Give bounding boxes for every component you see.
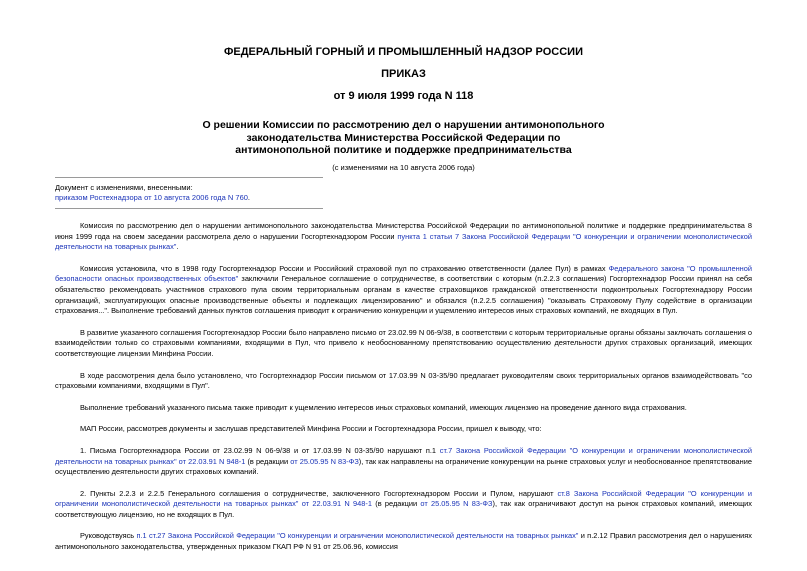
law-link[interactable]: ст.8 Закона Российской Федерации "О конкуренции и ограничении монополистической деятельности на товарных рынках" от 22.03.91 N 948-1 [55,488,752,509]
paragraph-6: МАП России, рассмотрев документы и заслушав представителей Минфина России и Госгортехнадзора России, пришел к выводу, что: [80,424,542,434]
amendment-link[interactable]: от 25.05.95 N 83-ФЗ [420,499,493,509]
text: ), так как ограничивают доступ на рынок страховых компаний, имеющих соответствующую лицензию, но не входящих в Пул. [55,499,752,519]
text: 1. Письма Госгортехнадзора России от 23.02.99 N 06-9/38 и от 17.03.99 N 03-35/90 нарушают п.1 [80,445,440,455]
document-date: от 9 июля 1999 года N 118 [333,90,474,102]
changes-link[interactable]: приказом Ростехнадзора от 10 августа 2006 года N 760 [55,193,248,202]
text: и п.2.12 Правил рассмотрения дел о нарушениях антимонопольного законодательства, утвержденных приказом ГКАП РФ N 91 от 25.06.96, комиссия [55,531,752,552]
paragraph-4: В ходе рассмотрения дела было установлено, что Госгортехнадзор России письмом от 17.03.99 N 03-35/90 предлагает руководителям своих территориальных органов взаимодействовать "со страховыми компаниями, входящими в Пул". [55,370,752,391]
document-type: ПРИКАЗ [381,68,426,80]
paragraph-5: Выполнение требований указанного письма также приводит к ущемлению интересов иных страховых компаний, имеющих лицензию на проведение данного вида страхования. [80,402,687,412]
text: заключили Генеральное соглашение о сотрудничестве, в соответствии с которым (п.2.2.3 соглашения) Госгортехнадзор России принял на себя обязательство рекомендовать участников страхового пула своим территориальным органам в качестве страховщиков гражданской ответственности подконтрольных Госгортехнадзору России организаций, эксплуатирующих опасные производственные объекты и подлежащих лицензированию" и обязался (п.2.2.5 соглашения) "оказывать Страховому Пулу содействие в организации страхования...". Выполнение требований данных пунктов соглашения приводит к ограничению конкуренции и ущемлению интересов иных страховых компаний, не входящих в Пул. [55,274,753,316]
text: . [176,242,179,252]
paragraph-9 [55,531,752,552]
document-title: О решении Комиссии по рассмотрению дел о нарушении антимонопольного законодательства Министерства Российской Федерации по антимонопольной политике и поддержке предпринимательства [202,119,605,156]
text: Руководствуясь [80,531,137,541]
changes-box [55,183,250,203]
paragraph-7 [55,446,752,478]
document-body [55,221,752,564]
changes-label: Документ с изменениями, внесенными: [55,183,193,192]
paragraph-3: В развитие указанного соглашения Госгортехнадзор России было направлено письмо от 23.02.99 N 06-9/38, в соответствии с которым территориальные органы обязаны заключать соглашения о взаимодействии только со страховыми компаниями, входящими в Пул, что привело к необоснованному препятствованию осуществлению деятельности других страховых организаций, имеющих соответствующие лицензии Минфина России. [55,327,752,358]
revision-note: (с изменениями на 10 августа 2006 года) [332,163,475,172]
text: (в редакции [371,499,421,509]
changes-suffix: . [247,193,251,202]
text: 2. Пункты 2.2.3 и 2.2.5 Генерального соглашения о сотрудничестве, заключенного Госгортехнадзором России и Пулом, нарушают [80,488,558,498]
text: Комиссия установила, что в 1998 году Госгортехнадзор России и Российский страховой пул по страхованию ответственности (далее Пул) в рамках [80,263,609,273]
paragraph-1 [55,221,752,253]
paragraph-2 [55,264,752,317]
law-link[interactable]: п.1 ст.27 Закона Российской Федерации "О конкуренции и ограничении монополистической деятельности на товарных рынках" [136,531,579,541]
divider-bottom [55,208,323,209]
text: ), так как направлены на ограничение конкуренции на рынке страховых услуг и необоснованное препятствование осуществлению деятельности других страховых компаний. [55,456,752,477]
issuing-authority: ФЕДЕРАЛЬНЫЙ ГОРНЫЙ И ПРОМЫШЛЕННЫЙ НАДЗОР РОССИИ [224,46,583,58]
divider-top [55,177,323,178]
text: Комиссия по рассмотрению дел о нарушении антимонопольного законодательства Министерства Российской Федерации по антимонопольной политике и поддержке предпринимательства 8 июня 1999 года на своем заседании рассмотрела дело о нарушении Госгортехнадзором России [55,221,752,241]
changes-line [55,193,250,203]
amendment-link[interactable]: от 25.05.95 N 83-ФЗ [290,456,359,466]
law-link[interactable]: Федерального закона "О промышленной безопасности опасных производственных объектов" [55,263,752,284]
law-link[interactable]: пункта 1 статьи 7 Закона Российской Федерации "О конкуренции и ограничении монополистической деятельности на товарных рынках" [55,231,752,252]
law-link[interactable]: ст.7 Закона Российской Федерации "О конкуренции и ограничении монополистической деятельности на товарных рынках" от 22.03.91 N 948-1 [55,445,752,466]
paragraph-8 [55,489,752,521]
text: (в редакции [245,456,291,466]
